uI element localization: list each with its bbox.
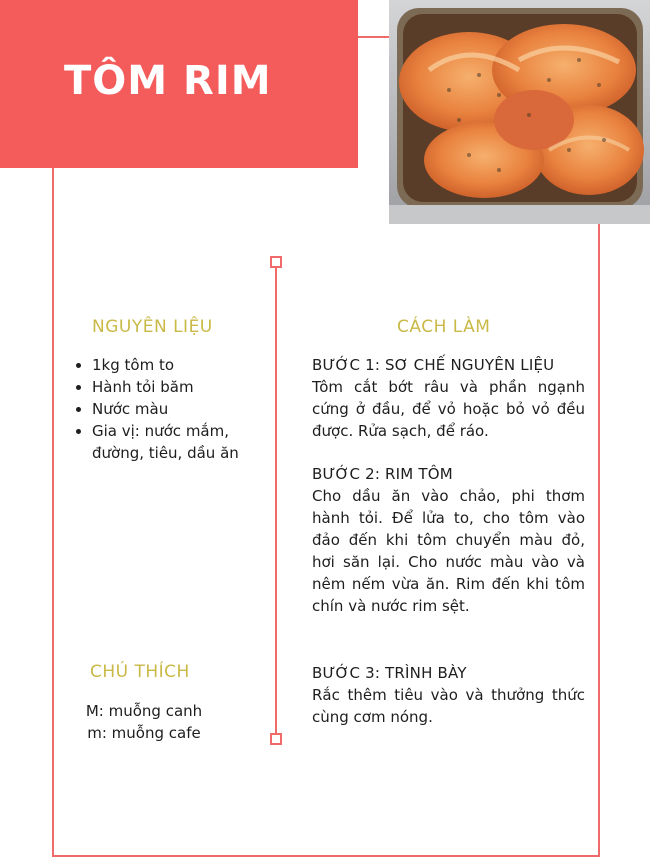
list-item: 1kg tôm to xyxy=(75,354,265,376)
step-body: Rắc thêm tiêu vào và thưởng thức cùng cơm nóng. xyxy=(312,686,585,726)
note-line: m: muỗng cafe xyxy=(87,724,201,742)
note-line: M: muỗng canh xyxy=(85,702,203,720)
divider-bottom-marker xyxy=(270,733,282,745)
list-item: Hành tỏi băm xyxy=(75,376,265,398)
list-item: Gia vị: nước mắm, đường, tiêu, dầu ăn xyxy=(75,420,265,464)
step-body: Tôm cắt bớt râu và phần ngạnh cứng ở đầu, để vỏ hoặc bỏ vỏ đều được. Rửa sạch, để ráo. xyxy=(312,378,585,440)
step-title: BƯỚC 3: TRÌNH BÀY xyxy=(312,664,467,682)
shrimp-photo xyxy=(389,0,650,224)
recipe-title: TÔM RIM xyxy=(64,58,272,104)
list-item: Nước màu xyxy=(75,398,265,420)
ingredients-list xyxy=(75,354,265,464)
column-divider xyxy=(275,264,277,738)
method-heading: CÁCH LÀM xyxy=(397,317,491,337)
ingredients-heading: NGUYÊN LIỆU xyxy=(92,317,213,337)
shrimp-photo-illustration xyxy=(389,0,650,224)
step-3 xyxy=(312,662,585,728)
step-2 xyxy=(312,463,585,617)
notes-heading: CHÚ THÍCH xyxy=(90,662,190,682)
step-body: Cho dầu ăn vào chảo, phi thơm hành tỏi. Để lửa to, cho tôm vào đảo đến khi tôm chuyển màu đỏ, hơi săn lại. Cho nước màu vào và nêm nếm vừa ăn. Rim đến khi tôm chín và nước rim sệt. xyxy=(312,487,585,615)
title-banner xyxy=(0,0,358,168)
step-title: BƯỚC 1: SƠ CHẾ NGUYÊN LIỆU xyxy=(312,356,555,374)
notes-block xyxy=(66,700,222,744)
divider-top-marker xyxy=(270,256,282,268)
step-title: BƯỚC 2: RIM TÔM xyxy=(312,465,453,483)
step-1 xyxy=(312,354,585,442)
